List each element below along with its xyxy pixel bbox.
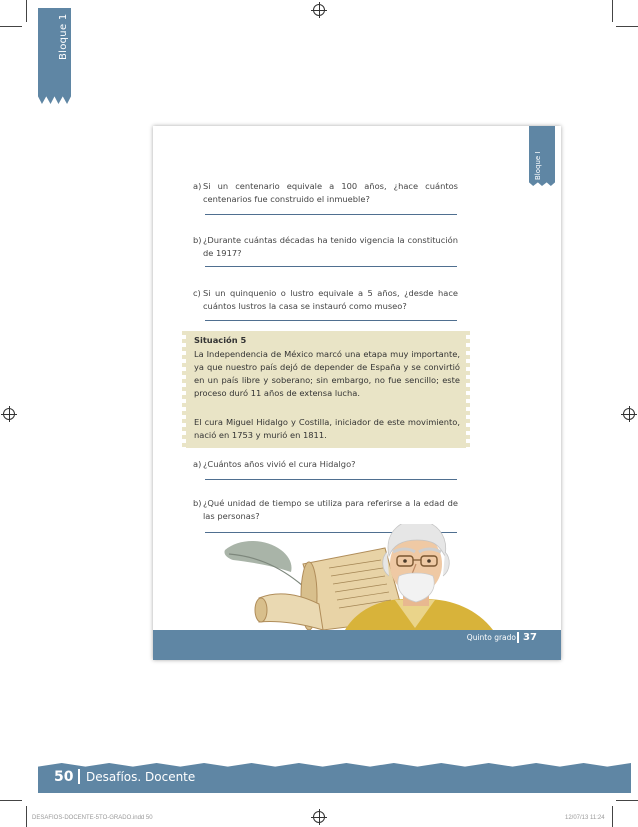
crop-mark — [616, 26, 638, 27]
inner-page-number: 37 — [523, 632, 537, 643]
inner-block-label: Bloque I — [534, 151, 542, 180]
crop-mark — [612, 806, 613, 827]
answer-line[interactable] — [205, 266, 457, 267]
print-slug-filename: DESAFIOS-DOCENTE-5TO-GRADO.indd 50 — [32, 815, 153, 821]
crop-mark — [0, 800, 22, 801]
answer-line[interactable] — [205, 214, 457, 215]
question-letter: b) — [193, 498, 202, 508]
crop-mark — [26, 0, 27, 22]
question-text: Si un centenario equivale a 100 años, ¿hace cuántos centenarios fue construido el inmueble? — [203, 181, 458, 204]
question-letter: a) — [193, 459, 202, 469]
question-text: ¿Durante cuántas décadas ha tenido vigencia la constitución de 1917? — [203, 235, 458, 258]
situation-paragraph: La Independencia de México marcó una etapa muy importante, ya que nuestro país dejó de depender de España y se convirtió en un país libre y soberano; sin embargo, no fue sencillo; este proceso duró 11 años de extensa lucha. — [194, 349, 460, 398]
inner-page — [153, 126, 561, 660]
outer-block-label: Bloque 1 — [58, 13, 69, 60]
question-bottom-a — [193, 458, 458, 471]
quill-feather-icon — [224, 541, 303, 586]
question-text: ¿Qué unidad de tiempo se utiliza para referirse a la edad de las personas? — [203, 498, 458, 521]
registration-mark-icon — [623, 408, 635, 420]
situation-title: Situación 5 — [194, 335, 247, 345]
question-top-c — [193, 287, 458, 313]
inner-footer-grade: Quinto grado — [466, 633, 516, 642]
crop-mark — [26, 806, 27, 827]
crop-mark — [0, 26, 22, 27]
question-letter: b) — [193, 235, 202, 245]
registration-mark-icon — [313, 811, 325, 823]
question-text: Si un quinquenio o lustro equivale a 5 años, ¿desde hace cuántos lustros la casa se instauró como museo? — [203, 288, 458, 311]
question-top-a — [193, 180, 458, 206]
registration-mark-icon — [313, 4, 325, 16]
print-slug-date: 12/07/13 11:24 — [565, 815, 605, 821]
inner-block-tab — [529, 126, 555, 186]
outer-page-number: 50 — [54, 769, 74, 785]
question-letter: c) — [193, 288, 201, 298]
inner-footer-separator — [517, 632, 519, 643]
situation-box — [186, 331, 466, 448]
registration-mark-icon — [3, 408, 15, 420]
answer-line[interactable] — [205, 479, 457, 480]
question-letter: a) — [193, 181, 202, 191]
outer-footer-title: Desafíos. Docente — [86, 770, 196, 784]
situation-paragraph: El cura Miguel Hidalgo y Costilla, iniciador de este movimiento, nació en 1753 y murió en 1811. — [194, 417, 460, 440]
question-top-b — [193, 234, 458, 260]
crop-mark — [616, 800, 638, 801]
answer-line[interactable] — [205, 320, 457, 321]
question-text: ¿Cuántos años vivió el cura Hidalgo? — [203, 459, 356, 469]
crop-mark — [612, 0, 613, 22]
outer-footer-separator — [78, 769, 80, 784]
question-bottom-b — [193, 497, 458, 523]
